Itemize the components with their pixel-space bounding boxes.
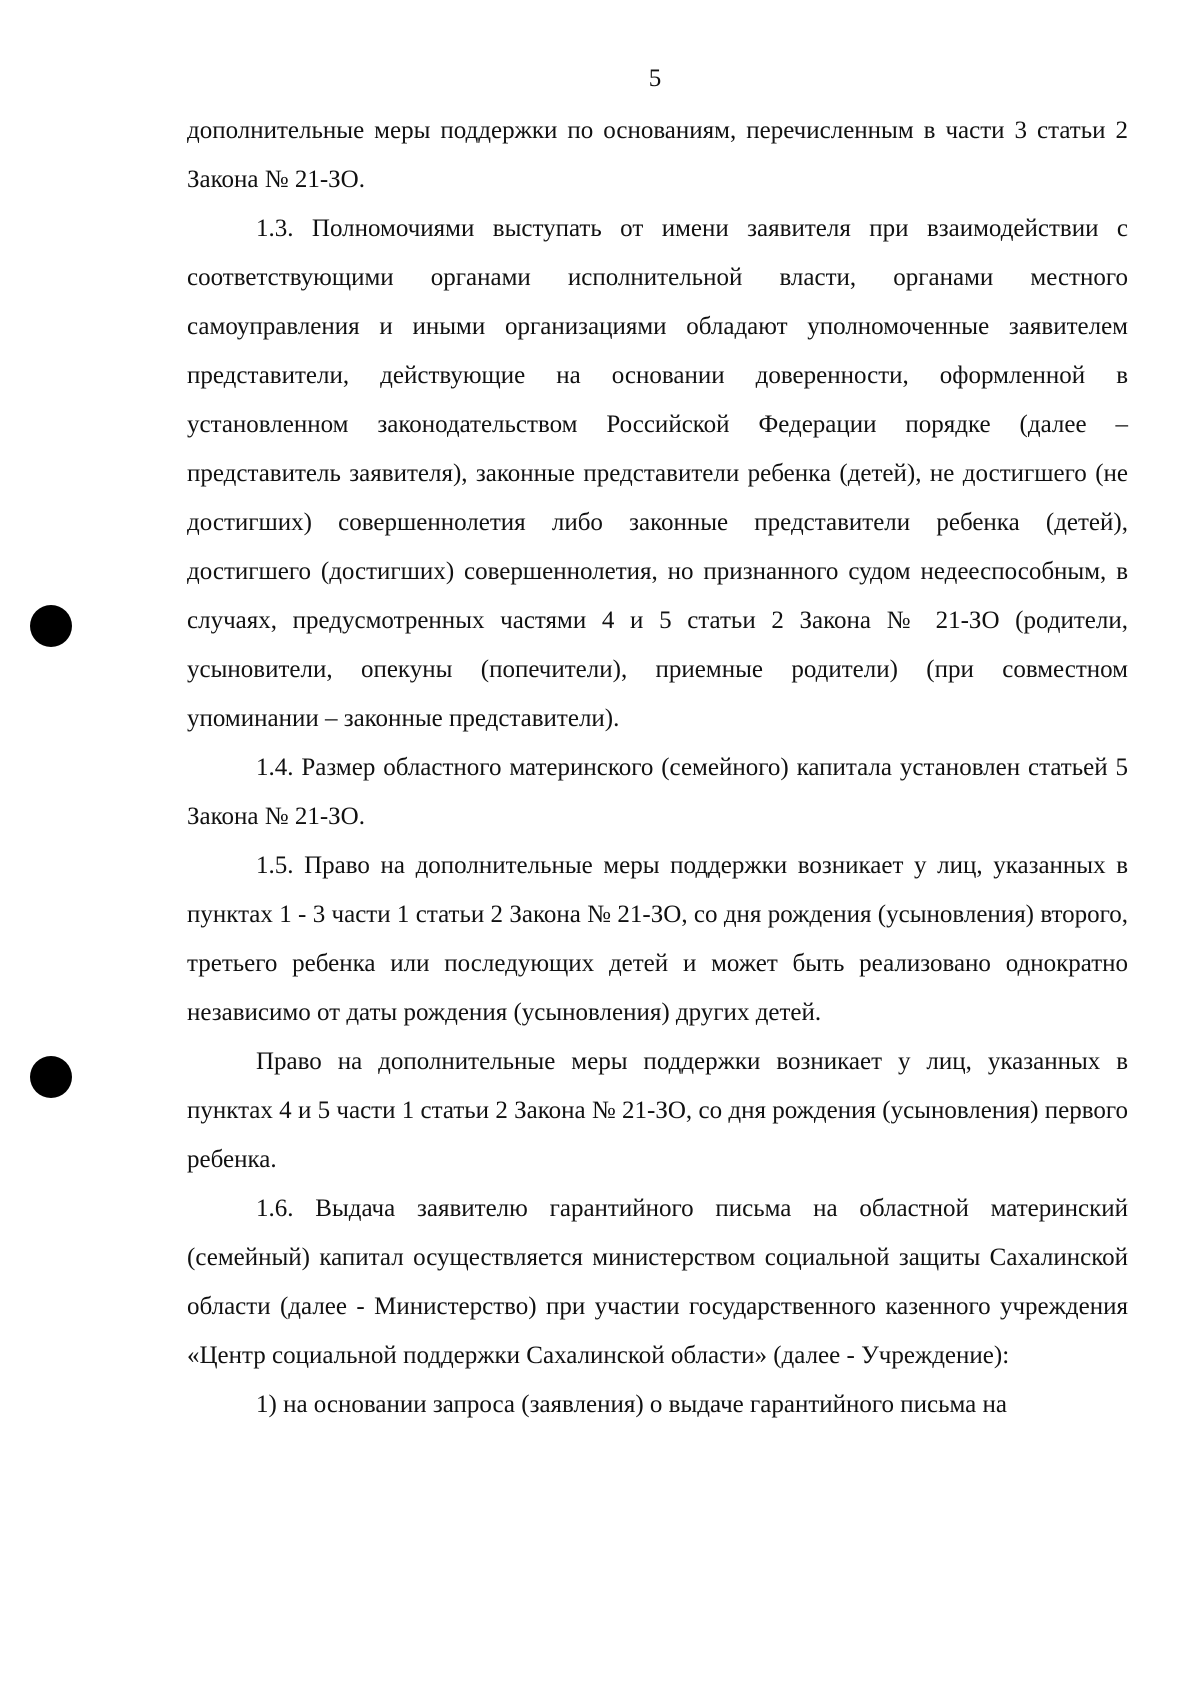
binder-hole-icon (30, 1056, 72, 1098)
binder-hole-icon (30, 605, 72, 647)
document-body (187, 106, 1128, 1429)
paragraph-1-6: 1.6. Выдача заявителю гарантийного письма на областной материнский (семейный) капитал осуществляется министерством социальной защиты Сахалинской области (далее - Министерство) при участии государственного казенного учреждения «Центр социальной поддержки Сахалинской области» (далее - Учреждение): (187, 1195, 1128, 1369)
paragraph-1-5-second: Право на дополнительные меры поддержки возникает у лиц, указанных в пунктах 4 и 5 части 1 статьи 2 Закона № 21-ЗО, со дня рождения (усыновления) первого ребенка. (187, 1048, 1128, 1173)
paragraph-1-6-item-1: 1) на основании запроса (заявления) о выдаче гарантийного письма на (256, 1391, 1008, 1418)
paragraph-continuation: дополнительные меры поддержки по основаниям, перечисленным в части 3 статьи 2 Закона № 21-ЗО. (187, 117, 1128, 193)
paragraph-1-5: 1.5. Право на дополнительные меры поддержки возникает у лиц, указанных в пунктах 1 - 3 части 1 статьи 2 Закона № 21-ЗО, со дня рождения (усыновления) второго, третьего ребенка или последующих детей и может быть реализовано однократно независимо от даты рождения (усыновления) других детей. (187, 852, 1128, 1026)
paragraph-1-4: 1.4. Размер областного материнского (семейного) капитала установлен статьей 5 Закона № 21-ЗО. (187, 754, 1128, 830)
page-number: 5 (648, 65, 662, 92)
paragraph-1-3: 1.3. Полномочиями выступать от имени заявителя при взаимодействии с соответствующими органами исполнительной власти, органами местного самоуправления и иными организациями обладают уполномоченные заявителем представители, действующие на основании доверенности, оформленной в установленном законодательством Российской Федерации порядке (далее – представитель заявителя), законные представители ребенка (детей), не достигшего (не достигших) совершеннолетия либо законные представители ребенка (детей), достигшего (достигших) совершеннолетия, но признанного судом недееспособным, в случаях, предусмотренных частями 4 и 5 статьи 2 Закона № 21-ЗО (родители, усыновители, опекуны (попечители), приемные родители) (при совместном упоминании – законные представители). (187, 215, 1128, 732)
